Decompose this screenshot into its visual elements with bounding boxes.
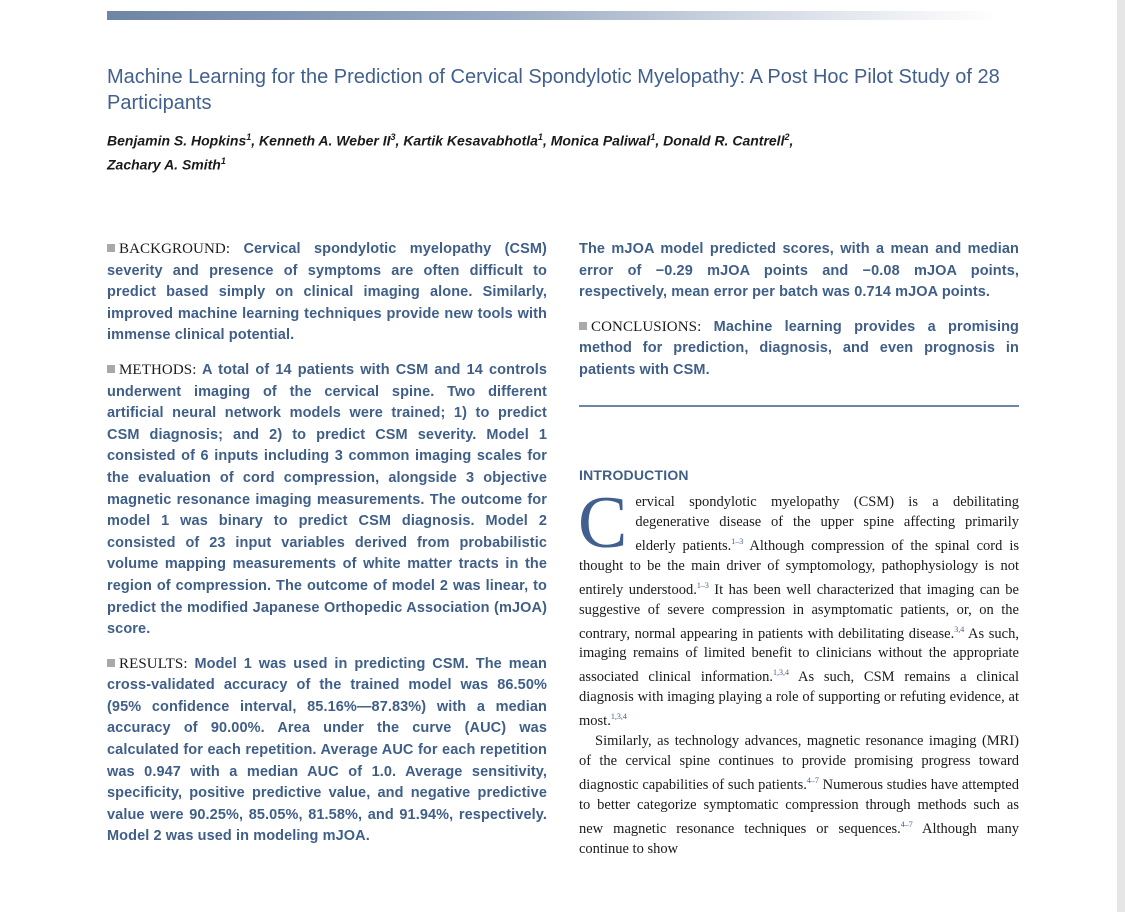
section-text: Machine learning provides a promising method for prediction, diagnosis, and even prognosis in patients with CSM.	[579, 318, 1019, 378]
citation-ref[interactable]: 1–3	[731, 537, 744, 546]
author-name: Monica Paliwal	[550, 132, 651, 149]
intro-text: Although compression of the spinal cord is thought to be the main driver of symptomology, pathophysiology is not entirely understood.	[579, 537, 1019, 598]
abstract-background	[107, 239, 547, 347]
section-label: METHODS:	[119, 361, 197, 378]
author-name: Zachary A. Smith	[107, 156, 221, 173]
intro-paragraph-2	[579, 731, 1019, 859]
citation-ref[interactable]: 4–7	[900, 819, 913, 829]
intro-text: ervical spondylotic myelopathy (CSM) is a debilitating degenerative disease of the upper spine affecting primarily elderly patients.	[635, 494, 1019, 554]
citation-ref[interactable]: 1–3	[696, 580, 709, 590]
abstract-column-left	[107, 239, 547, 861]
author-affiliation: 1	[220, 155, 226, 166]
abstract-column-right	[579, 239, 1019, 395]
author-name: Donald R. Cantrell	[663, 132, 785, 149]
abstract-methods	[107, 360, 547, 641]
drop-cap: C	[578, 482, 628, 564]
introduction-heading: INTRODUCTION	[579, 467, 689, 483]
abstract-conclusions	[579, 317, 1019, 382]
section-marker-icon	[107, 244, 115, 252]
section-text: Cervical spondylotic myelopathy (CSM) severity and presence of symptoms are often difficult to predict based simply on clinical imaging alone. Similarly, improved machine learning techniques provide new tools with immense clinical potential.	[107, 241, 547, 344]
citation-ref[interactable]: 3,4	[954, 624, 965, 634]
header-bar	[107, 11, 1000, 20]
intro-text: Similarly, as technology advances, magnetic resonance imaging (MRI) of the cervical spine continues to provide promising progress toward diagnostic capabilities of such patients.	[579, 733, 1019, 793]
author-name: Kenneth A. Weber II	[259, 132, 391, 149]
author-name: Benjamin S. Hopkins	[107, 132, 247, 149]
section-marker-icon	[107, 365, 115, 373]
abstract-results	[107, 654, 547, 848]
section-label: RESULTS:	[119, 655, 188, 672]
section-marker-icon	[579, 322, 587, 330]
author-list: Benjamin S. Hopkins$^1$, Kenneth A. Weber $II^3$, Kartik Kesavabhotla$^1$, Monica Paliwal$^1$, Donald R. Cantrell$^2$, Zachary A. Smith$^1$	[107, 132, 794, 173]
page-edge	[1117, 0, 1125, 912]
intro-text: As such, imaging remains of limited benefit to clinicians without the appropriate associated clinical information.	[579, 625, 1019, 686]
intro-paragraph-1	[578, 482, 1019, 731]
author-affiliation: 1	[537, 132, 543, 142]
intro-text: Although many continue to show	[579, 820, 1019, 857]
article-title: Machine Learning for the Prediction of Cervical Spondylotic Myelopathy: A Post Hoc Pilot Study of 28 Participants	[107, 66, 1000, 114]
author-name: Kartik Kesavabhotla	[403, 132, 538, 149]
author-affiliation: 1	[246, 132, 252, 142]
citation-ref[interactable]: 1,3,4	[610, 712, 627, 722]
citation-ref[interactable]: 4–7	[806, 776, 819, 786]
section-marker-icon	[107, 659, 115, 667]
section-label: CONCLUSIONS:	[591, 318, 702, 335]
intro-text: It has been well characterized that imaging can be suggestive of severe compression in asymptomatic patients, or, on the contrary, normal appearing in patients with debilitating disease.	[579, 581, 1019, 642]
section-text: Model 1 was used in predicting CSM. The mean cross-validated accuracy of the trained model was 86.50% (95% confidence interval, 85.16%—87.83%) with a median accuracy of 90.00%. Area under the curve (AUC) was calculated for each repetition. Average AUC for each repetition was 0.947 with a median AUC of 1.0. Average sensitivity, specificity, positive predictive value, and negative predictive value were 90.25%, 85.05%, 81.58%, and 91.94%, respectively. Model 2 was used in modeling mJOA.	[107, 655, 547, 845]
introduction-body	[578, 482, 1019, 859]
author-affiliation: 3	[390, 132, 396, 142]
author-affiliation: 1	[650, 132, 656, 142]
section-text: A total of 14 patients with CSM and 14 controls underwent imaging of the cervical spine. Two different artificial neural network models were trained; 1) to predict CSM diagnosis; and 2) to predict CSM severity. Model 1 consisted of 6 inputs including 3 common imaging scales for the evaluation of cord compression, alongside 3 objective magnetic resonance imaging measurements. The outcome for model 1 was binary to predict CSM diagnosis. Model 2 consisted of 23 input variables derived from probabilistic volume mapping measurements of white matter tracts in the region of compression. The outcome of model 2 was linear, to predict the modified Japanese Orthopedic Association (mJOA) score.	[107, 361, 547, 638]
section-label: BACKGROUND:	[119, 241, 231, 257]
author-affiliation: 2	[784, 132, 790, 142]
abstract-results-continued: The mJOA model predicted scores, with a mean and median error of −0.29 mJOA points and −0.08 mJOA points, respectively, mean error per batch was 0.714 mJOA points.	[579, 241, 1019, 301]
citation-ref[interactable]: 1,3,4	[772, 668, 789, 678]
intro-text: Numerous studies have attempted to better categorize symptomatic compression through methods such as new magnetic resonance techniques or sequences.	[579, 776, 1019, 837]
section-divider	[579, 405, 1019, 407]
intro-text: As such, CSM remains a clinical diagnosis with imaging playing a role of supporting or refuting evidence, at most.	[579, 669, 1019, 730]
